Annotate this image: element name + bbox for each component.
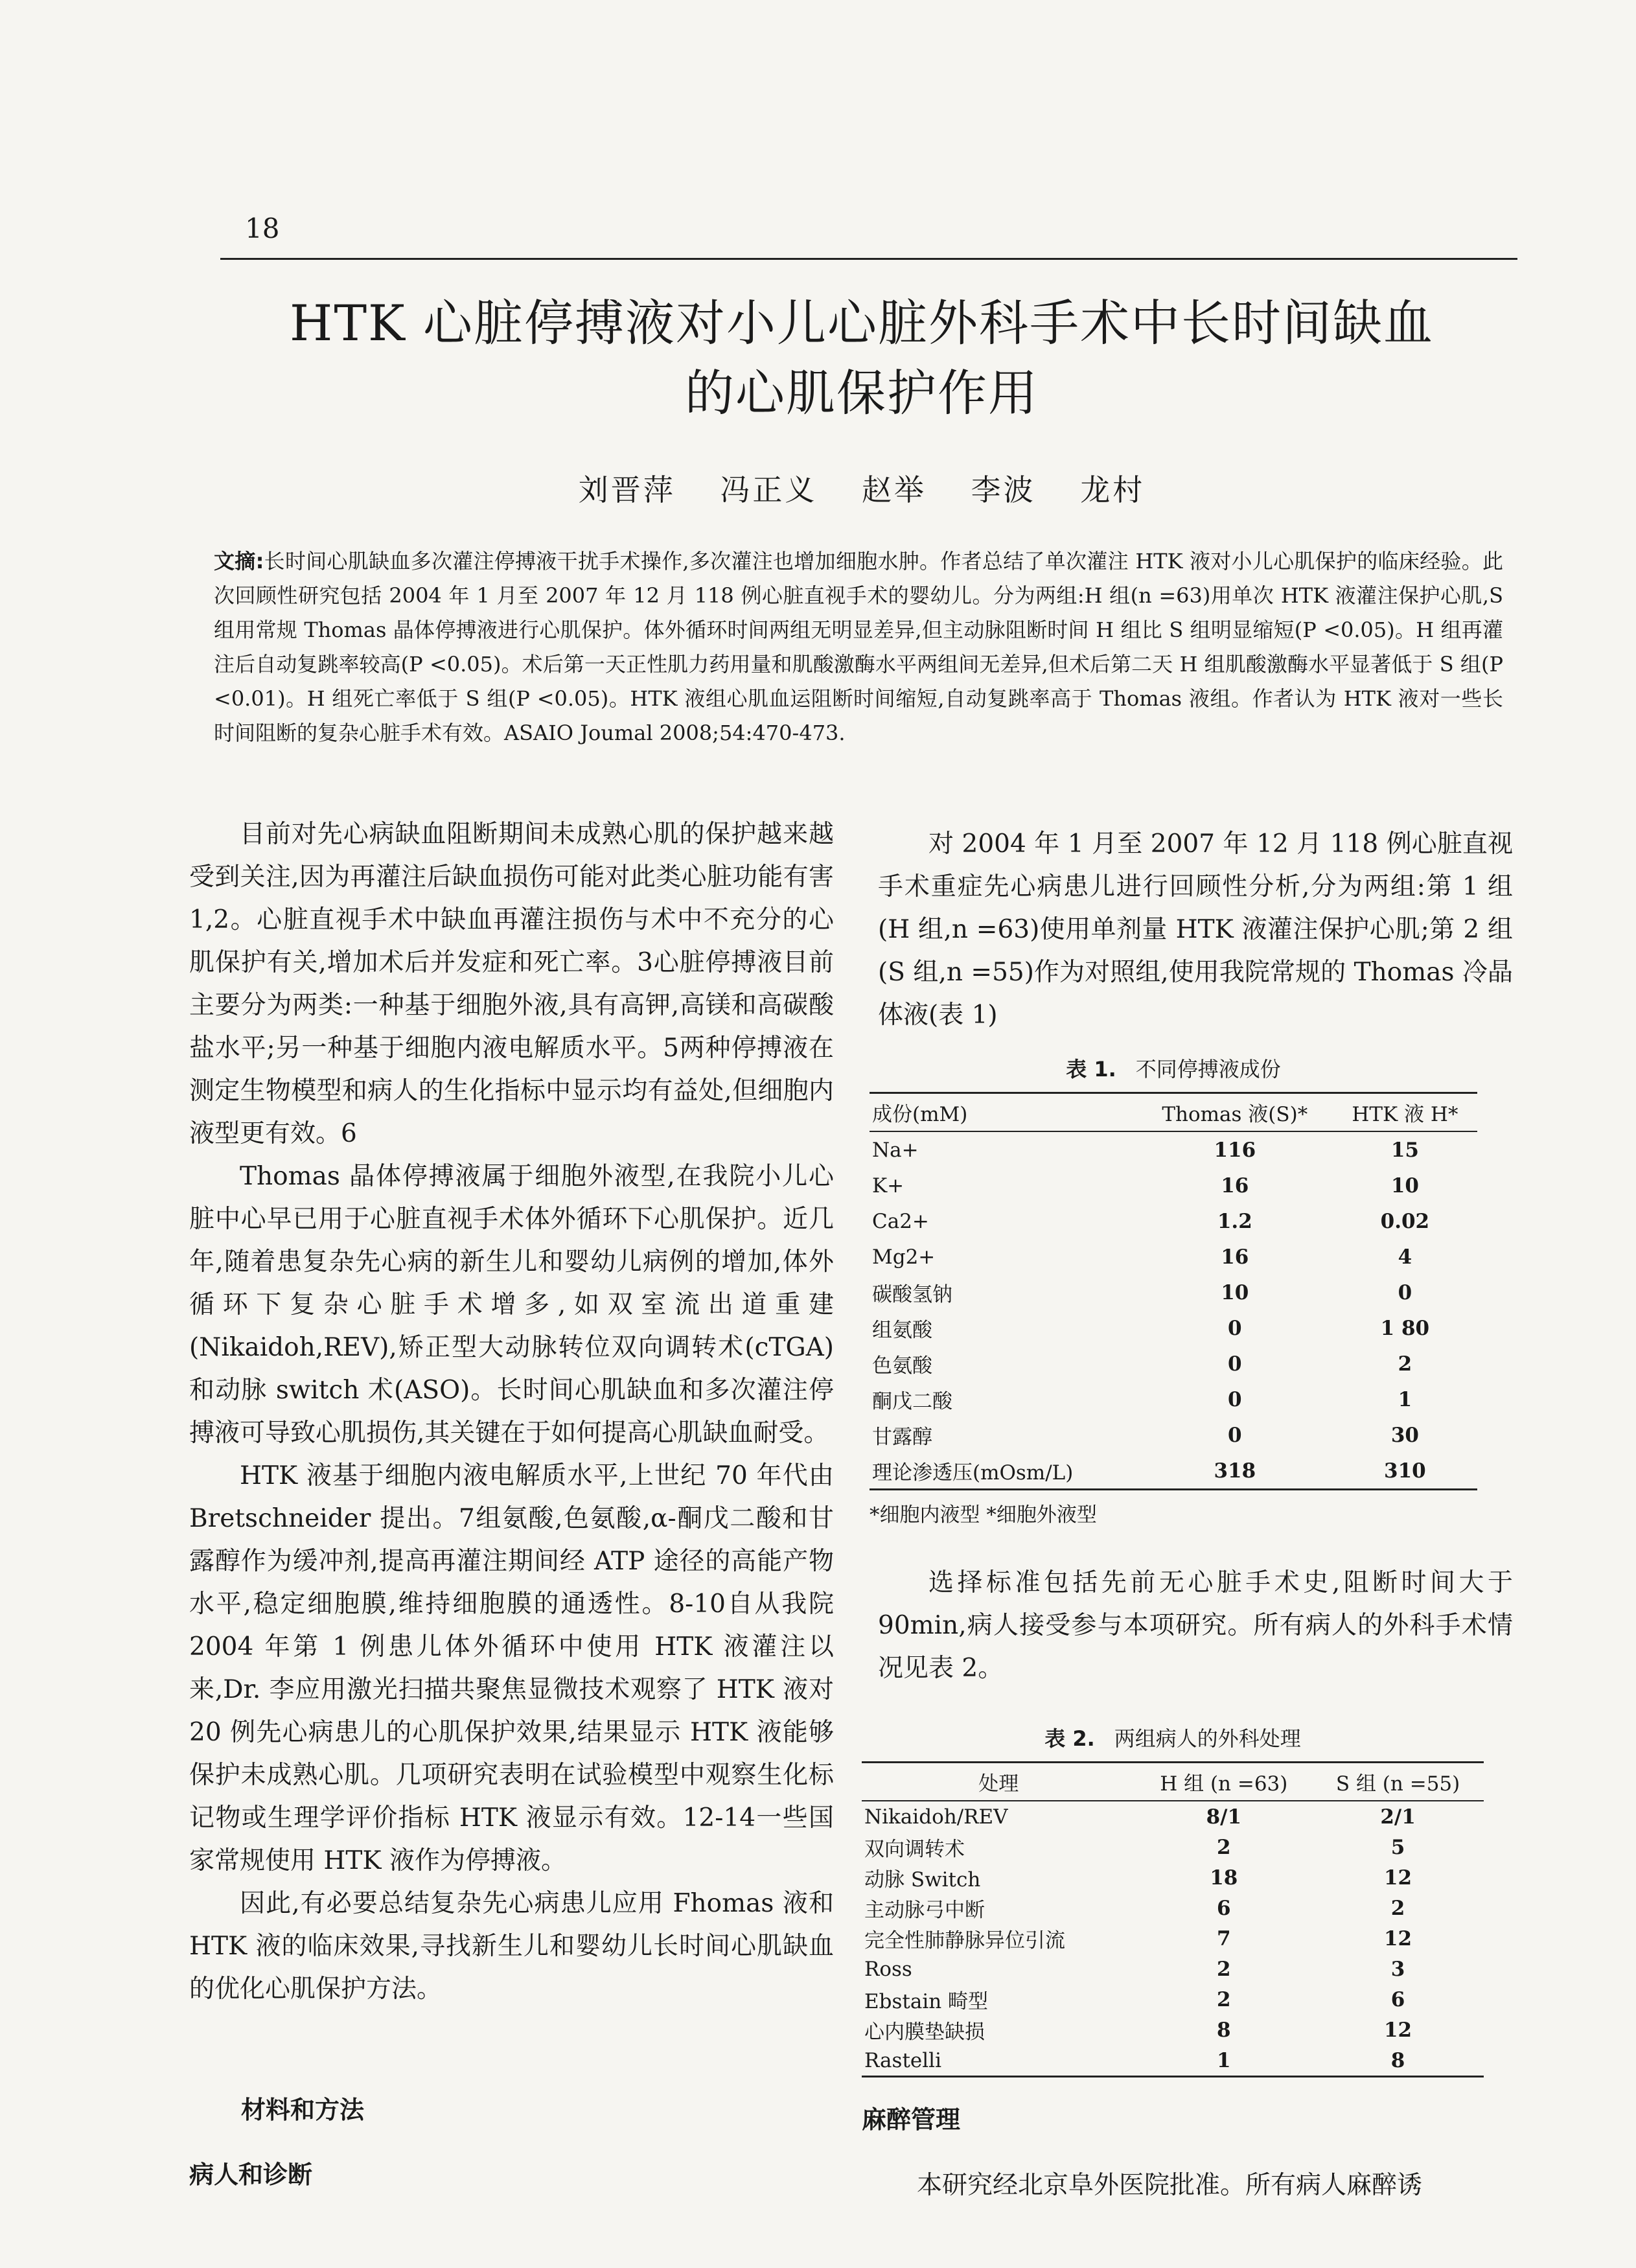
left-column <box>189 813 834 2011</box>
right-column-continued <box>878 1562 1513 1690</box>
table-cell: 2 <box>1217 1835 1231 1859</box>
table-cell: 30 <box>1390 1423 1419 1447</box>
table-cell: 10 <box>1390 1174 1419 1198</box>
table-1-caption <box>870 1053 1477 1083</box>
table-row <box>862 1984 1484 2015</box>
left-paragraph-4: 因此,有必要总结复杂先心病患儿应用 Fhomas 液和 HTK 液的临床效果,寻找新生儿和婴幼儿长时间心肌缺血的优化心肌保护方法。 <box>189 1889 834 2004</box>
heading-materials-methods: 材料和方法 <box>241 2096 365 2124</box>
table-header-row <box>870 1093 1477 1132</box>
abstract-text: 长时间心肌缺血多次灌注停搏液干扰手术操作,多次灌注也增加细胞水肿。作者总结了单次灌注 HTK 液对小儿心肌保护的临床经验。此次回顾性研究包括 2004 年 1 月至 2007 年 12 月 118 例心脏直视手术的婴幼儿。分为两组:H 组(n =63)用单次 HTK 液灌注保护心肌,S 组用常规 Thomas 晶体停搏液进行心肌保护。体外循环时间两组无明显差异,但主动脉阻断时间 H 组比 S 组明显缩短(P <0.05)。H 组再灌注后自动复跳率较高(P <0.05)。术后第一天正性肌力药用量和肌酸激酶水平两组间无差异,但术后第二天 H 组肌酸激酶水平显著低于 S 组(P <0.01)。H 组死亡率低于 S 组(P <0.05)。HTK 液组心肌血运阻断时间缩短,自动复跳率高于 Thomas 液组。作者认为 HTK 液对一些长时间阻断的复杂心脏手术有效。ASAIO Joumal 2008;54:470-473. <box>214 549 1503 745</box>
table-cell: K+ <box>872 1174 904 1198</box>
table-cell: 8 <box>1390 2048 1405 2072</box>
article-title <box>194 288 1529 428</box>
table-cell: Ca2+ <box>872 1209 929 1233</box>
table-row <box>862 1862 1484 1893</box>
table-cell: 16 <box>1221 1245 1249 1269</box>
left-paragraph-3: HTK 液基于细胞内液电解质水平,上世纪 70 年代由 Bretschneider 提出。7组氨酸,色氨酸,α-酮戊二酸和甘露醇作为缓冲剂,提高再灌注期间经 ATP 途径的高能产物水平,稳定细胞膜,维持细胞膜的通透性。8-10自从我院 2004 年第 1 例患儿体外循环中使用 HTK 液灌注以来,Dr. 李应用激光扫描共聚焦显微技术观察了 HTK 液对 20 例先心病患儿的心肌保护效果,结果显示 HTK 液能够保护未成熟心肌。几项研究表明在试验模型中观察生化标记物或生理学评价指标 HTK 液显示有效。12-14一些国家常规使用 HTK 液作为停搏液。 <box>189 1461 834 1875</box>
table-cell: 7 <box>1217 1927 1231 1950</box>
left-paragraph-2: Thomas 晶体停搏液属于细胞外液型,在我院小儿心脏中心早已用于心脏直视手术体外循环下心肌保护。近几年,随着患复杂先心病的新生儿和婴幼儿病例的增加,体外循环下复杂心脏手术增多,如双室流出道重建(Nikaidoh,REV),矫正型大动脉转位双向调转术(cTGA)和动脉 switch 术(ASO)。长时间心肌缺血和多次灌注停搏液可导致心肌损伤,其关键在于如何提高心肌缺血耐受。 <box>189 1162 834 1448</box>
table-cell: Ebstain 畸型 <box>864 1990 989 2013</box>
table-cell: 0 <box>1228 1387 1242 1411</box>
table-header-cell: S 组 (n =55) <box>1335 1772 1460 1796</box>
table-row <box>862 1954 1484 1984</box>
table-cell: 3 <box>1390 1957 1405 1981</box>
table-row <box>862 1832 1484 1862</box>
table-cell: 6 <box>1390 1987 1405 2011</box>
table-row <box>870 1346 1477 1382</box>
table-cell: 2/1 <box>1380 1805 1416 1829</box>
table-header-cell: H 组 (n =63) <box>1160 1772 1288 1796</box>
table-1 <box>870 1053 1477 1527</box>
table-cell: 5 <box>1390 1835 1405 1859</box>
title-line-1: HTK 心脏停搏液对小儿心脏外科手术中长时间缺血 <box>290 294 1434 352</box>
table-row <box>862 1893 1484 1923</box>
table-2 <box>862 1722 1484 2077</box>
heading-anesthesia: 麻醉管理 <box>862 2105 961 2134</box>
table-cell: 0 <box>1228 1423 1242 1447</box>
table-cell: 0 <box>1228 1352 1242 1376</box>
table-cell: 116 <box>1214 1138 1256 1162</box>
table-1-title: 不同停搏液成份 <box>1135 1057 1281 1082</box>
left-paragraph-1: 目前对先心病缺血阻断期间未成熟心肌的保护越来越受到关注,因为再灌注后缺血损伤可能对此类心脏功能有害1,2。心脏直视手术中缺血再灌注损伤与术中不充分的心肌保护有关,增加术后并发症和死亡率。3心脏停搏液目前主要分为两类:一种基于细胞外液,具有高钾,高镁和高碳酸盐水平;另一种基于细胞内液电解质水平。5两种停搏液在测定生物模型和病人的生化指标中显示均有益处,但细胞内液型更有效。6 <box>189 820 834 1148</box>
table-cell: 12 <box>1383 1866 1412 1890</box>
table-1-footnote: *细胞内液型 *细胞外液型 <box>870 1503 1097 1527</box>
table-cell: Na+ <box>872 1138 919 1162</box>
table-cell: 2 <box>1398 1352 1412 1376</box>
heading-patients-diagnosis: 病人和诊断 <box>189 2160 313 2189</box>
table-row <box>870 1310 1477 1346</box>
table-2-label: 表 2. <box>1044 1726 1095 1751</box>
table-row <box>870 1168 1477 1203</box>
header-rule <box>220 258 1517 260</box>
table-cell: 18 <box>1210 1866 1238 1890</box>
table-cell: 2 <box>1217 1987 1231 2011</box>
table-cell: 双向调转术 <box>864 1838 965 1861</box>
table-cell: 色氨酸 <box>872 1354 932 1378</box>
abstract-label: 文摘: <box>214 549 264 573</box>
table-cell: 12 <box>1383 1927 1412 1950</box>
table-cell: 8 <box>1217 2018 1231 2042</box>
table-cell: 8/1 <box>1206 1805 1242 1829</box>
table-cell: 6 <box>1217 1896 1231 1920</box>
table-cell: Mg2+ <box>872 1245 936 1269</box>
table-1-grid <box>870 1092 1477 1490</box>
table-row <box>870 1239 1477 1275</box>
table-cell: 1.2 <box>1217 1209 1252 1233</box>
table-2-caption <box>862 1722 1484 1752</box>
table-header-cell: Thomas 液(S)* <box>1162 1103 1308 1126</box>
table-cell: 1 <box>1217 2048 1231 2072</box>
author-list: 刘晋萍 冯正义 赵举 李波 龙村 <box>578 472 1146 507</box>
table-row <box>862 2015 1484 2045</box>
title-line-2: 的心肌保护作用 <box>685 364 1039 422</box>
table-row <box>862 1923 1484 1954</box>
table-header-row <box>862 1763 1484 1801</box>
table-cell: 12 <box>1383 2018 1412 2042</box>
table-cell: Rastelli <box>864 2048 941 2072</box>
table-1-label: 表 1. <box>1066 1057 1116 1082</box>
table-row <box>862 2045 1484 2077</box>
table-cell: 组氨酸 <box>872 1319 932 1342</box>
table-cell: 主动脉弓中断 <box>864 1899 985 1922</box>
right-paragraph-3: 本研究经北京阜外医院批准。所有病人麻醉诱 <box>917 2171 1423 2200</box>
table-row <box>870 1203 1477 1239</box>
table-cell: 10 <box>1221 1280 1249 1304</box>
table-cell: 酮戊二酸 <box>872 1390 952 1413</box>
table-cell: Ross <box>864 1957 912 1981</box>
table-cell: 310 <box>1384 1459 1426 1483</box>
table-cell: 4 <box>1398 1245 1412 1269</box>
page-number: 18 <box>245 213 280 244</box>
table-2-grid <box>862 1761 1484 2077</box>
table-cell: 15 <box>1390 1138 1419 1162</box>
table-cell: 理论渗透压(mOsm/L) <box>872 1461 1074 1485</box>
table-row <box>870 1453 1477 1490</box>
table-cell: 16 <box>1221 1174 1249 1198</box>
table-cell: 0 <box>1398 1280 1412 1304</box>
table-cell: 318 <box>1214 1459 1256 1483</box>
abstract <box>214 544 1503 750</box>
table-cell: 0.02 <box>1380 1209 1430 1233</box>
table-header-cell: HTK 液 H* <box>1352 1103 1458 1126</box>
table-cell: 0 <box>1228 1316 1242 1340</box>
table-cell: 甘露醇 <box>872 1426 932 1449</box>
table-cell: 2 <box>1390 1896 1405 1920</box>
right-paragraph-2: 选择标准包括先前无心脏手术史,阻断时间大于 90min,病人接受参与本项研究。所有病人的外科手术情况见表 2。 <box>878 1568 1513 1683</box>
table-2-title: 两组病人的外科处理 <box>1114 1726 1301 1751</box>
table-header-cell: 处理 <box>978 1772 1019 1796</box>
table-cell: 2 <box>1217 1957 1231 1981</box>
table-header-cell: 成份(mM) <box>872 1103 968 1126</box>
table-cell: 碳酸氢钠 <box>872 1283 952 1306</box>
table-cell: 完全性肺静脉异位引流 <box>864 1929 1065 1952</box>
table-row <box>870 1131 1477 1168</box>
table-row <box>870 1417 1477 1453</box>
table-row <box>870 1382 1477 1417</box>
table-cell: 动脉 Switch <box>864 1868 981 1892</box>
table-cell: 心内膜垫缺损 <box>864 2020 985 2044</box>
table-row <box>862 1801 1484 1832</box>
right-column <box>878 823 1513 1037</box>
table-cell: 1 80 <box>1380 1316 1430 1340</box>
table-cell: Nikaidoh/REV <box>864 1805 1008 1829</box>
right-paragraph-1: 对 2004 年 1 月至 2007 年 12 月 118 例心脏直视手术重症先心病患儿进行回顾性分析,分为两组:第 1 组(H 组,n =63)使用单剂量 HTK 液灌注保护心肌;第 2 组(S 组,n =55)作为对照组,使用我院常规的 Thomas 冷晶体液(表 1) <box>878 829 1513 1030</box>
table-cell: 1 <box>1398 1387 1412 1411</box>
table-row <box>870 1275 1477 1310</box>
